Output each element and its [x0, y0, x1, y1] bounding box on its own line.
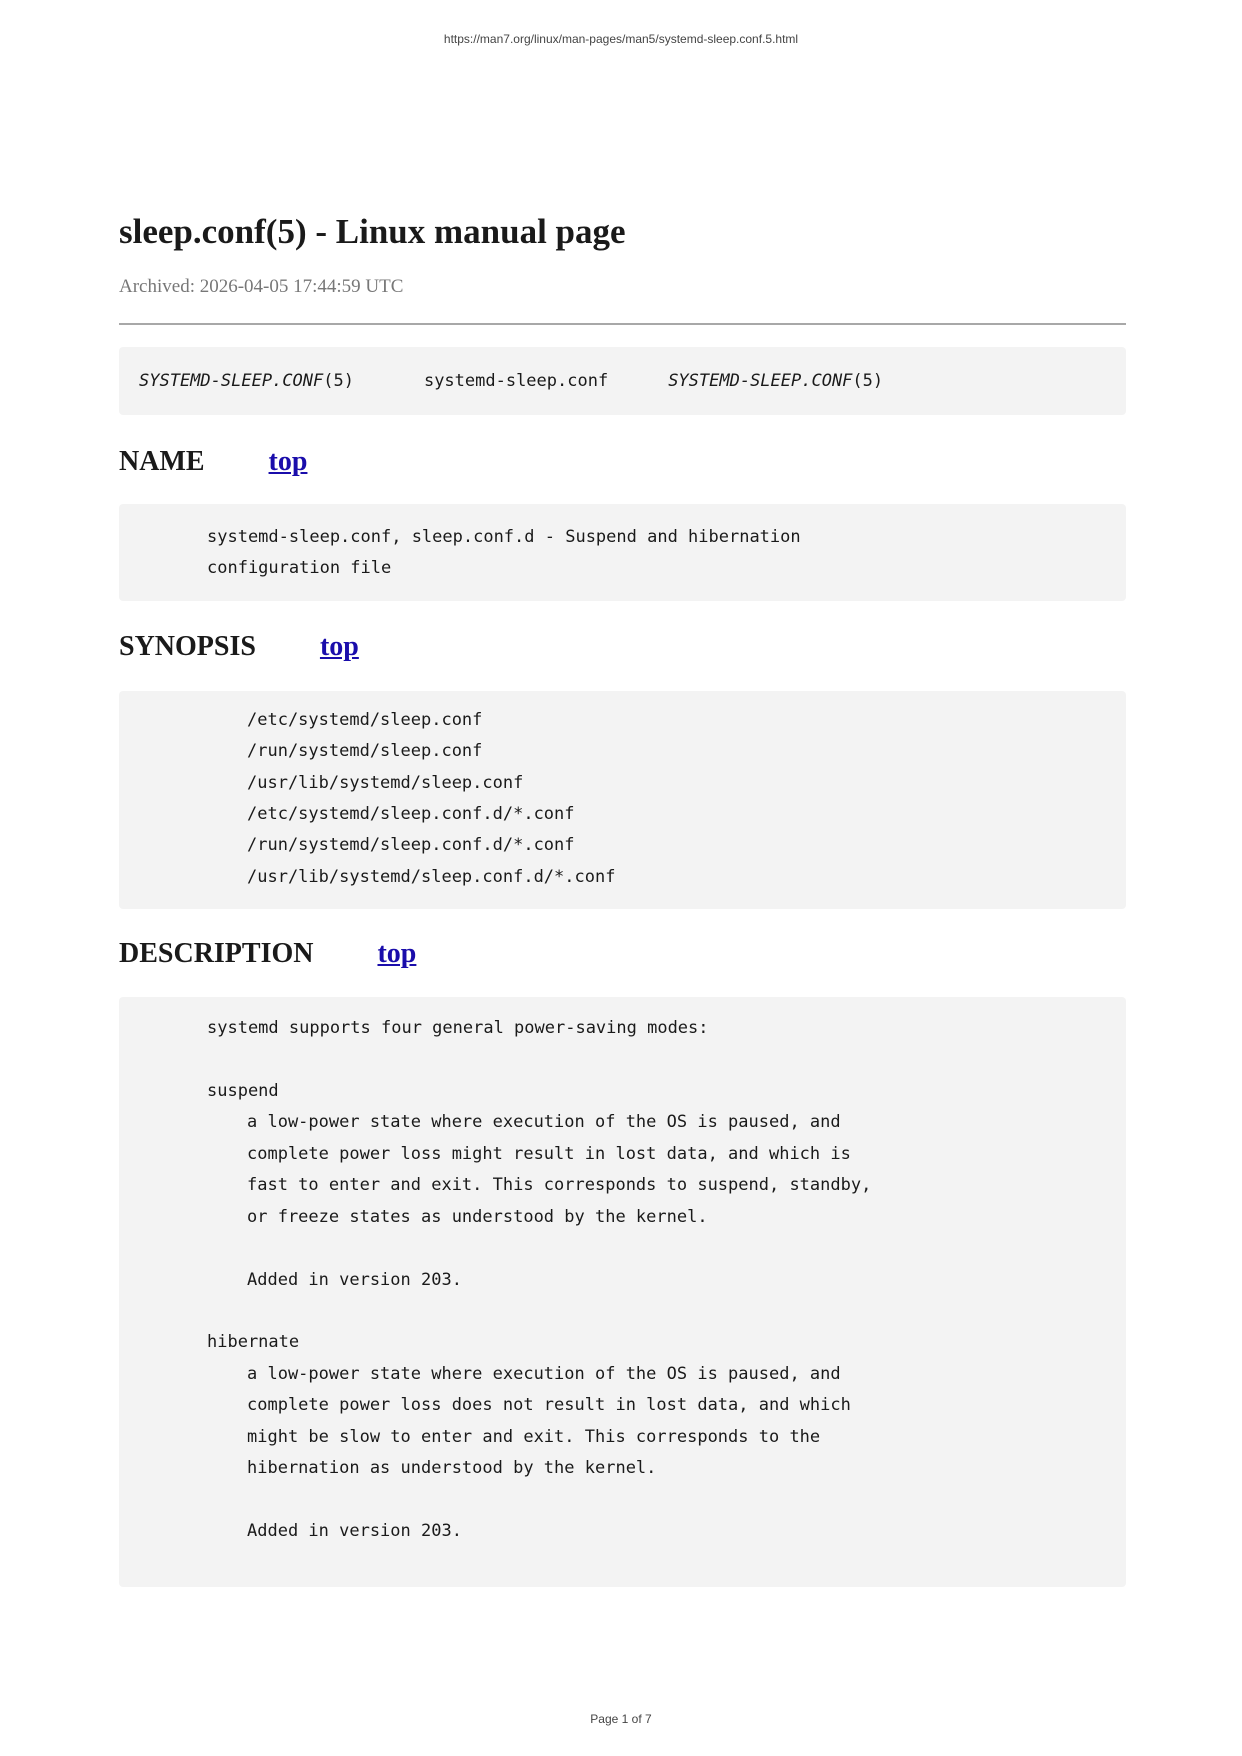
mode-desc-line: a low-power state where execution of the OS is paused, and	[247, 1363, 841, 1384]
top-link-name[interactable]: top	[268, 446, 308, 477]
mode-desc-line: fast to enter and exit. This corresponds to suspend, standby,	[247, 1175, 872, 1196]
mode-desc-line: might be slow to enter and exit. This corresponds to the	[247, 1426, 821, 1447]
section-heading-synopsis	[119, 627, 1126, 667]
page-number-footer: Page 1 of 7	[590, 1712, 652, 1726]
synopsis-block	[119, 691, 1126, 909]
man-header-right-name: SYSTEMD-SLEEP.CONF	[668, 371, 853, 391]
mode-desc-line: complete power loss does not result in lost data, and which	[247, 1395, 851, 1416]
title-divider	[119, 323, 1126, 325]
section-heading-description	[119, 934, 1126, 974]
name-block	[119, 504, 1126, 601]
description-intro: systemd supports four general power-saving modes:	[207, 1018, 709, 1039]
man-page-content	[119, 210, 1126, 1587]
mode-term-hibernate: hibernate	[207, 1332, 300, 1353]
config-path: /etc/systemd/sleep.conf	[247, 709, 483, 730]
section-title-name: NAME	[119, 446, 205, 477]
archived-timestamp: Archived: 2026-04-05 17:44:59 UTC	[119, 276, 404, 297]
mode-desc-line: a low-power state where execution of the OS is paused, and	[247, 1112, 841, 1133]
mode-term-suspend: suspend	[207, 1081, 279, 1102]
man-header-left-section: (5)	[323, 371, 354, 391]
print-url-header: https://man7.org/linux/man-pages/man5/systemd-sleep.conf.5.html	[443, 32, 799, 46]
section-title-description: DESCRIPTION	[119, 938, 314, 970]
page-title: sleep.conf(5) - Linux manual page	[119, 212, 626, 251]
mode-desc-line: hibernation as understood by the kernel.	[247, 1457, 657, 1478]
name-line: configuration file	[207, 558, 392, 579]
mode-added-version: Added in version 203.	[247, 1520, 462, 1541]
config-path: /usr/lib/systemd/sleep.conf.d/*.conf	[247, 866, 616, 887]
mode-desc-line: complete power loss might result in lost data, and which is	[247, 1143, 851, 1164]
config-path: /run/systemd/sleep.conf.d/*.conf	[247, 835, 575, 856]
man-header-left-name: SYSTEMD-SLEEP.CONF	[139, 371, 324, 391]
man-header-center: systemd-sleep.conf	[423, 371, 609, 391]
config-path: /run/systemd/sleep.conf	[247, 741, 483, 762]
config-path: /usr/lib/systemd/sleep.conf	[247, 772, 524, 793]
mode-added-version: Added in version 203.	[247, 1269, 462, 1290]
section-title-synopsis: SYNOPSIS	[119, 630, 256, 662]
config-path: /etc/systemd/sleep.conf.d/*.conf	[247, 804, 575, 825]
name-line: systemd-sleep.conf, sleep.conf.d - Suspend and hibernation	[207, 527, 801, 547]
top-link-description[interactable]: top	[377, 938, 417, 970]
top-link-synopsis[interactable]: top	[319, 630, 359, 662]
description-block	[119, 997, 1126, 1587]
man-header-bar	[119, 347, 1126, 415]
man-header-right-section: (5)	[852, 371, 884, 391]
mode-desc-line: or freeze states as understood by the kernel.	[247, 1206, 708, 1227]
section-heading-name	[119, 442, 1126, 482]
